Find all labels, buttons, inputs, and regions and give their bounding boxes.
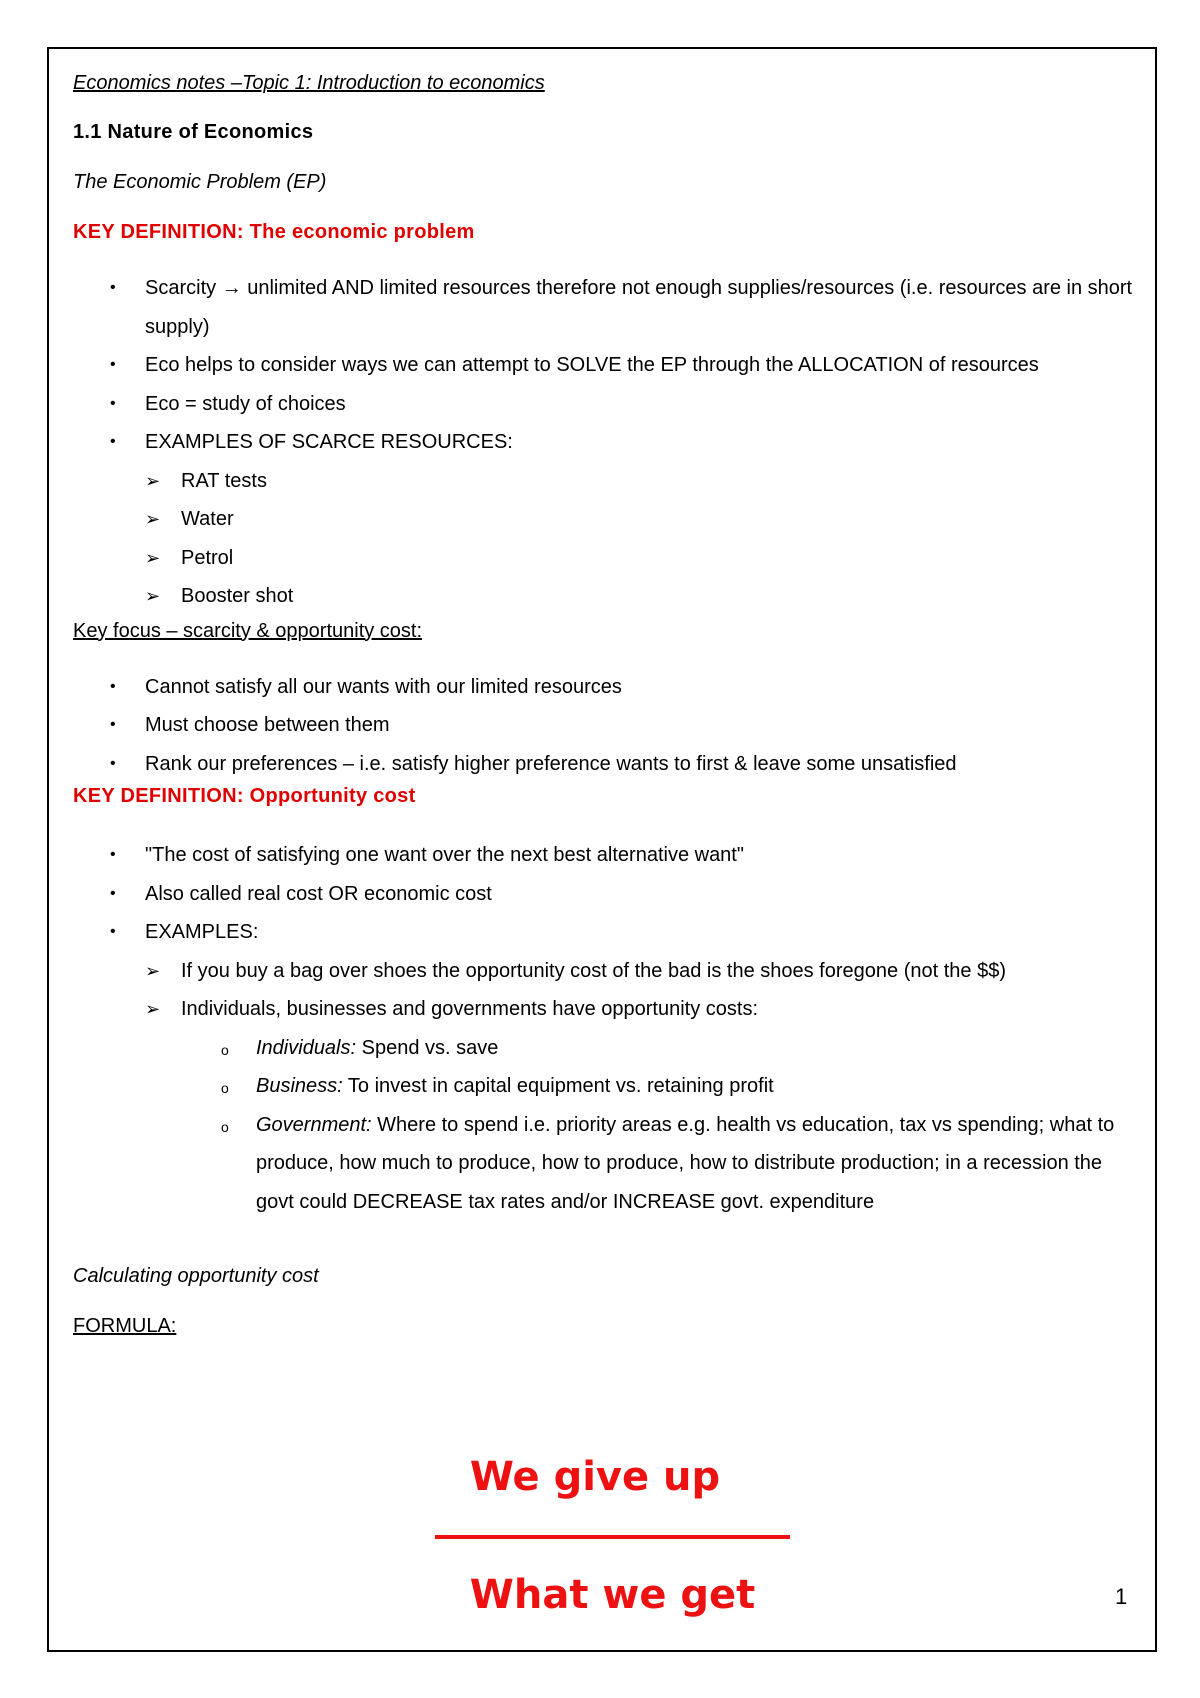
list-item: [73, 500, 1133, 539]
bullet-text: EXAMPLES:: [145, 921, 259, 943]
list-item: [73, 423, 1133, 462]
formula-label: FORMULA:: [73, 1315, 177, 1337]
list-item: [73, 269, 1133, 346]
right-arrow-icon: →: [221, 277, 242, 299]
document-title: Economics notes –Topic 1: Introduction to economics: [73, 72, 545, 94]
example-text: Booster shot: [181, 585, 294, 607]
key-definition-economic-problem: KEY DEFINITION: The economic problem: [73, 221, 475, 243]
sub-example-text: Spend vs. save: [356, 1036, 499, 1059]
page-number: 1: [1115, 1584, 1128, 1609]
bullet-icon: •: [110, 754, 116, 772]
arrowhead-bullet-icon: ➢: [145, 470, 161, 491]
section-subtitle: The Economic Problem (EP): [73, 171, 327, 193]
bullet-text: Eco = study of choices: [145, 392, 346, 415]
circle-bullet-icon: o: [221, 1041, 229, 1058]
circle-bullet-icon: o: [221, 1118, 229, 1135]
opportunity-cost-examples: [73, 952, 1133, 1029]
key-definition-opportunity-cost: KEY DEFINITION: Opportunity cost: [73, 785, 416, 807]
list-item: [73, 577, 1133, 616]
bullet-text: EXAMPLES OF SCARCE RESOURCES:: [145, 431, 513, 453]
circle-bullet-icon: o: [221, 1080, 229, 1096]
bullet-text: Cannot satisfy all our wants with our limited resources: [145, 675, 622, 698]
bullet-icon: •: [110, 433, 116, 450]
formula-numerator: We give up: [469, 1454, 721, 1500]
list-item: [73, 913, 1133, 952]
bullet-text: Rank our preferences – i.e. satisfy higher preference wants to first & leave some unsatisfied: [145, 752, 957, 775]
arrowhead-bullet-icon: ➢: [145, 509, 161, 529]
bullet-icon: •: [110, 884, 116, 902]
sub-example-text: To invest in capital equipment vs. retaining profit: [342, 1075, 774, 1097]
list-item: [73, 1106, 1133, 1222]
bullet-icon: •: [110, 279, 116, 296]
key-focus-heading: Key focus – scarcity & opportunity cost:: [73, 619, 423, 642]
bullet-icon: •: [110, 677, 116, 695]
calculating-heading: Calculating opportunity cost: [73, 1265, 319, 1287]
bullet-text: Must choose between them: [145, 714, 390, 736]
fraction-line: [435, 1535, 790, 1539]
arrowhead-bullet-icon: ➢: [145, 547, 161, 568]
list-item: [73, 668, 1133, 707]
document-body: [73, 70, 1133, 1339]
list-item: [73, 745, 1133, 784]
economic-problem-bullets: [73, 269, 1133, 462]
example-text: Water: [181, 508, 234, 530]
bullet-text: Eco helps to consider ways we can attempt to SOLVE the EP through the ALLOCATION of resources: [145, 354, 1039, 376]
opportunity-cost-bullets: [73, 836, 1133, 952]
list-item: [73, 836, 1133, 875]
example-text: RAT tests: [181, 469, 267, 492]
bullet-icon: •: [110, 846, 116, 863]
sub-example-label: Individuals:: [256, 1036, 357, 1059]
list-item: [73, 875, 1133, 914]
sub-example-text: Where to spend i.e. priority areas e.g. health vs education, tax vs spending; what to produce, how much to produce, how to produce, how to distribute production; in a recession the govt could DECREASE tax rates and/or INCREASE govt. expenditure: [256, 1113, 1115, 1213]
bullet-text: "The cost of satisfying one want over the next best alternative want": [145, 844, 744, 866]
bullet-icon: •: [110, 394, 116, 412]
list-item: [73, 1067, 1133, 1106]
example-text: Petrol: [181, 546, 234, 569]
list-item: [73, 1029, 1133, 1068]
formula-denominator: What we get: [469, 1572, 756, 1618]
arrowhead-bullet-icon: ➢: [145, 586, 161, 606]
sub-example-label: Government:: [256, 1113, 372, 1136]
scarce-resource-examples: [73, 462, 1133, 616]
list-item: [73, 990, 1133, 1029]
bullet-text-post: unlimited AND limited resources therefore not enough supplies/resources (i.e. resources are in short supply): [145, 277, 1133, 338]
list-item: [73, 462, 1133, 501]
spacer: [73, 1221, 1133, 1263]
list-item: [73, 385, 1133, 424]
key-focus-bullets: [73, 668, 1133, 784]
bullet-icon: •: [110, 716, 116, 733]
list-item: [73, 952, 1133, 991]
example-text: If you buy a bag over shoes the opportunity cost of the bad is the shoes foregone (not the $$): [181, 959, 1006, 982]
list-item: [73, 346, 1133, 385]
list-item: [73, 539, 1133, 578]
list-item: [73, 706, 1133, 745]
bullet-text: Also called real cost OR economic cost: [145, 882, 492, 905]
bullet-text-pre: Scarcity: [145, 277, 222, 299]
opportunity-cost-sub-examples: [73, 1029, 1133, 1222]
section-heading: 1.1 Nature of Economics: [73, 121, 314, 143]
opportunity-cost-formula: [420, 1452, 805, 1620]
bullet-icon: •: [110, 356, 116, 373]
bullet-icon: •: [110, 923, 116, 940]
arrowhead-bullet-icon: ➢: [145, 960, 161, 981]
arrowhead-bullet-icon: ➢: [145, 999, 161, 1019]
example-text: Individuals, businesses and governments have opportunity costs:: [181, 998, 759, 1020]
sub-example-label: Business:: [256, 1075, 343, 1097]
